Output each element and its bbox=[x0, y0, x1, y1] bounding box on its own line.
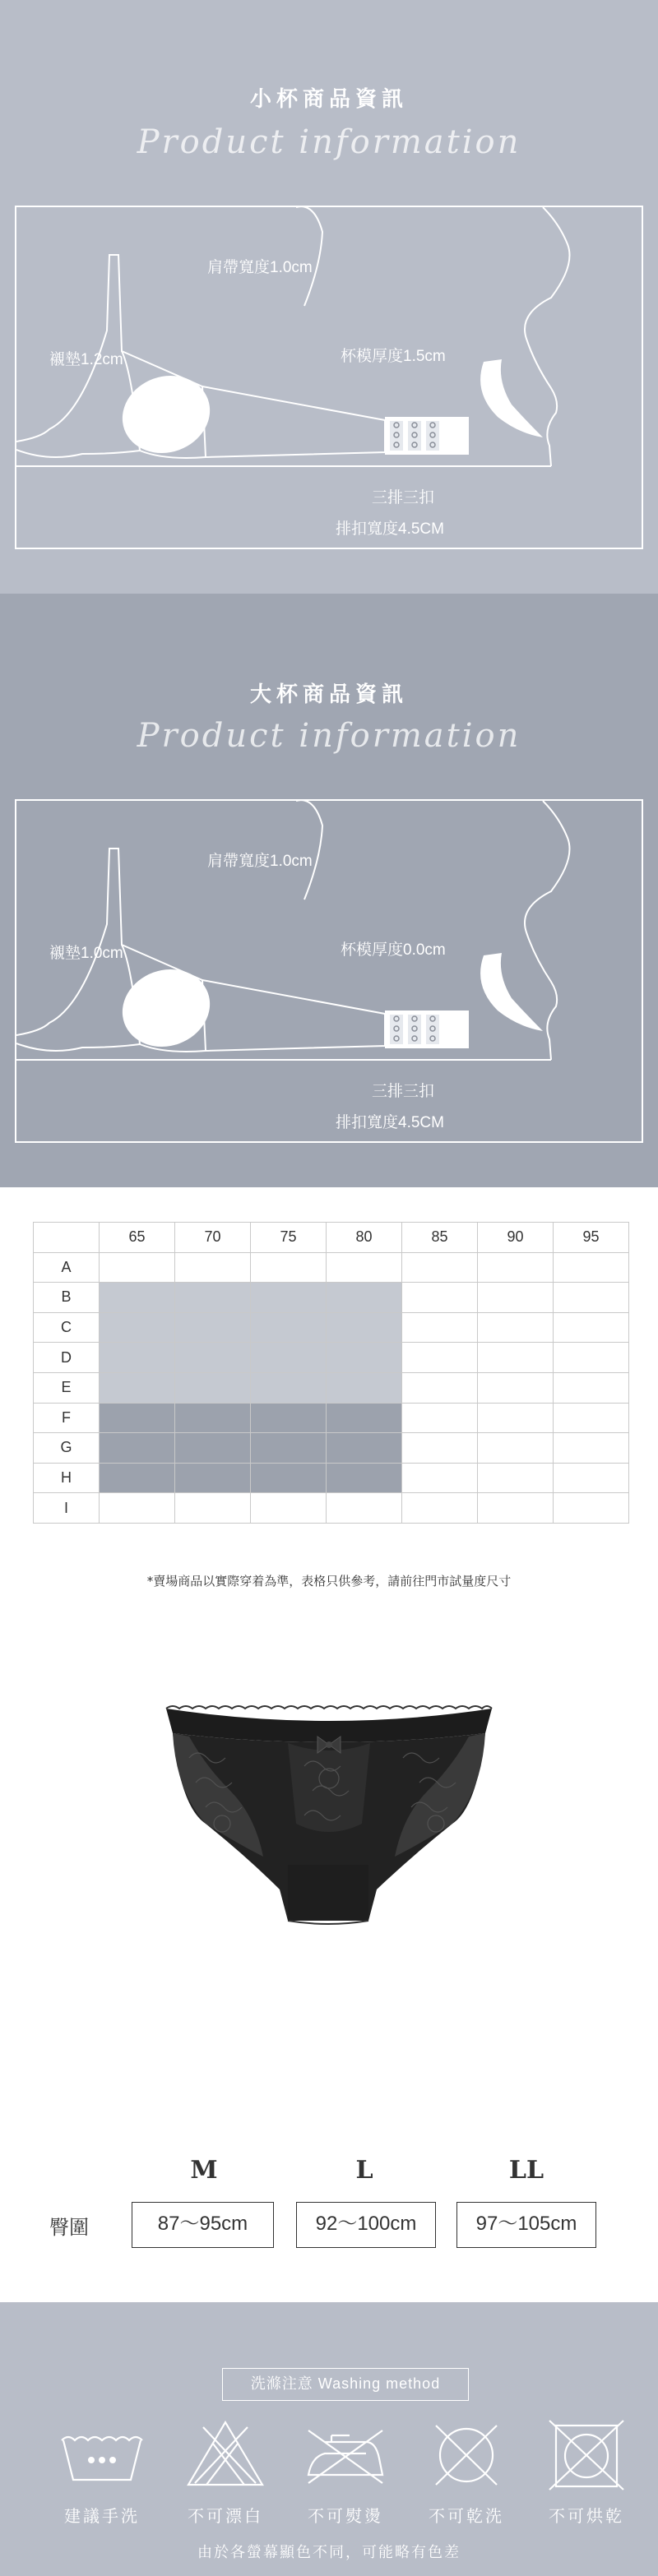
table-cell-large-cup bbox=[175, 1463, 251, 1493]
washing-section bbox=[0, 2302, 658, 2576]
table-cell bbox=[554, 1403, 629, 1433]
pad-label: 襯墊1.0cm bbox=[49, 945, 123, 962]
wash-label: 不可漂白 bbox=[188, 2506, 263, 2526]
table-cell-small-cup bbox=[251, 1312, 327, 1343]
table-cell bbox=[402, 1343, 478, 1373]
no-bleach-icon bbox=[180, 2417, 271, 2491]
table-cell bbox=[478, 1433, 554, 1464]
hip-value-m: 87～95cm bbox=[132, 2202, 274, 2248]
table-cell bbox=[100, 1252, 175, 1283]
no-iron-icon bbox=[300, 2417, 391, 2491]
size-heading-ll: LL bbox=[508, 2156, 544, 2185]
size-heading-l: L bbox=[355, 2156, 373, 2185]
table-cell bbox=[478, 1283, 554, 1313]
row-header: G bbox=[34, 1433, 100, 1464]
lace-panty-image bbox=[156, 1700, 502, 1931]
bra-diagram bbox=[16, 801, 645, 1145]
table-cell-small-cup bbox=[327, 1283, 402, 1313]
column-header: 90 bbox=[478, 1223, 554, 1253]
table-row bbox=[34, 1493, 629, 1524]
table-cell bbox=[554, 1433, 629, 1464]
table-cell bbox=[251, 1252, 327, 1283]
table-row bbox=[34, 1252, 629, 1283]
table-cell-large-cup bbox=[100, 1433, 175, 1464]
table-cell-small-cup bbox=[251, 1343, 327, 1373]
table-cell-small-cup bbox=[100, 1283, 175, 1313]
column-header: 65 bbox=[100, 1223, 175, 1253]
table-cell bbox=[478, 1343, 554, 1373]
hook-width-label: 排扣寬度4.5CM bbox=[336, 520, 444, 538]
table-cell-large-cup bbox=[327, 1403, 402, 1433]
column-header: 95 bbox=[554, 1223, 629, 1253]
column-header: 85 bbox=[402, 1223, 478, 1253]
table-cell-large-cup bbox=[251, 1403, 327, 1433]
table-cell-small-cup bbox=[175, 1283, 251, 1313]
table-cell bbox=[478, 1372, 554, 1403]
row-header: C bbox=[34, 1312, 100, 1343]
table-cell bbox=[327, 1252, 402, 1283]
large-cup-script: Product information bbox=[137, 717, 521, 755]
no-dry-clean-icon bbox=[421, 2417, 512, 2491]
table-cell-small-cup bbox=[251, 1372, 327, 1403]
table-row bbox=[34, 1343, 629, 1373]
table-cell bbox=[554, 1283, 629, 1313]
table-cell bbox=[478, 1312, 554, 1343]
table-cell-large-cup bbox=[327, 1433, 402, 1464]
size-table bbox=[33, 1222, 629, 1524]
hip-value-l: 92～100cm bbox=[296, 2202, 436, 2248]
table-cell bbox=[402, 1252, 478, 1283]
no-tumble-dry-icon bbox=[541, 2417, 632, 2491]
size-table-section bbox=[0, 1187, 658, 1648]
table-cell-small-cup bbox=[327, 1343, 402, 1373]
small-cup-title: 小杯商品資訊 bbox=[249, 87, 408, 112]
table-row bbox=[34, 1283, 629, 1313]
table-cell bbox=[402, 1403, 478, 1433]
table-cell bbox=[251, 1493, 327, 1524]
bra-diagram bbox=[16, 207, 645, 551]
size-heading-m: M bbox=[190, 2156, 218, 2185]
table-cell bbox=[554, 1252, 629, 1283]
row-header: I bbox=[34, 1493, 100, 1524]
small-cup-section bbox=[0, 0, 658, 594]
table-cell-large-cup bbox=[251, 1433, 327, 1464]
wash-item-no-dry-clean bbox=[409, 2417, 524, 2527]
washing-title: 洗滌注意 Washing method bbox=[222, 2368, 469, 2401]
table-cell bbox=[402, 1493, 478, 1524]
table-cell bbox=[554, 1312, 629, 1343]
table-cell bbox=[175, 1252, 251, 1283]
row-header: E bbox=[34, 1372, 100, 1403]
table-cell-large-cup bbox=[251, 1463, 327, 1493]
table-cell bbox=[478, 1463, 554, 1493]
wash-item-no-bleach bbox=[168, 2417, 283, 2527]
column-header: 75 bbox=[251, 1223, 327, 1253]
table-cell bbox=[175, 1493, 251, 1524]
table-cell-large-cup bbox=[327, 1463, 402, 1493]
table-cell-small-cup bbox=[100, 1372, 175, 1403]
hook-width-label: 排扣寬度4.5CM bbox=[336, 1114, 444, 1131]
table-cell bbox=[478, 1403, 554, 1433]
color-disclaimer: 由於各螢幕顯色不同，可能略有色差 bbox=[197, 2544, 461, 2561]
hooks-label: 三排三扣 bbox=[372, 489, 435, 506]
table-cell-large-cup bbox=[175, 1403, 251, 1433]
row-header: F bbox=[34, 1403, 100, 1433]
table-cell-large-cup bbox=[100, 1403, 175, 1433]
small-cup-diagram-frame bbox=[15, 206, 643, 549]
cup-thickness-label: 杯模厚度0.0cm bbox=[341, 941, 446, 959]
table-cell bbox=[554, 1463, 629, 1493]
table-header-row bbox=[34, 1223, 629, 1253]
table-row bbox=[34, 1312, 629, 1343]
table-cell-small-cup bbox=[327, 1312, 402, 1343]
large-cup-title: 大杯商品資訊 bbox=[249, 682, 408, 707]
table-cell-large-cup bbox=[175, 1433, 251, 1464]
table-cell-large-cup bbox=[100, 1463, 175, 1493]
wash-label: 不可熨燙 bbox=[308, 2506, 383, 2526]
large-cup-diagram-frame bbox=[15, 799, 643, 1143]
hooks-label: 三排三扣 bbox=[372, 1083, 435, 1100]
size-table-note: *賣場商品以實際穿着為準，表格只供參考，請前往門市試量度尺寸 bbox=[146, 1574, 512, 1589]
small-cup-script: Product information bbox=[137, 123, 521, 161]
table-cell-small-cup bbox=[100, 1343, 175, 1373]
table-cell bbox=[554, 1372, 629, 1403]
wash-label: 建議手洗 bbox=[64, 2506, 140, 2526]
hip-label: 臀圍 bbox=[49, 2216, 89, 2239]
table-row bbox=[34, 1433, 629, 1464]
row-header: D bbox=[34, 1343, 100, 1373]
table-cell bbox=[327, 1493, 402, 1524]
pad-label: 襯墊1.2cm bbox=[49, 351, 123, 368]
table-row bbox=[34, 1372, 629, 1403]
table-cell bbox=[100, 1493, 175, 1524]
table-cell-small-cup bbox=[251, 1283, 327, 1313]
hand-wash-icon bbox=[57, 2417, 147, 2491]
table-row bbox=[34, 1463, 629, 1493]
row-header: A bbox=[34, 1252, 100, 1283]
strap-width-label: 肩帶寬度1.0cm bbox=[207, 853, 313, 870]
table-cell-small-cup bbox=[327, 1372, 402, 1403]
hip-value-ll: 97～105cm bbox=[456, 2202, 596, 2248]
table-corner bbox=[34, 1223, 100, 1253]
table-cell-small-cup bbox=[175, 1312, 251, 1343]
wash-item-hand-wash bbox=[44, 2417, 160, 2527]
wash-item-no-iron bbox=[288, 2417, 403, 2527]
row-header: H bbox=[34, 1463, 100, 1493]
table-cell bbox=[478, 1252, 554, 1283]
panty-section bbox=[0, 1648, 658, 2302]
table-row bbox=[34, 1403, 629, 1433]
column-header: 70 bbox=[175, 1223, 251, 1253]
table-cell bbox=[554, 1493, 629, 1524]
strap-width-label: 肩帶寬度1.0cm bbox=[207, 259, 313, 276]
table-cell-small-cup bbox=[175, 1372, 251, 1403]
table-cell bbox=[554, 1343, 629, 1373]
table-cell bbox=[402, 1312, 478, 1343]
large-cup-section bbox=[0, 594, 658, 1187]
table-cell-small-cup bbox=[100, 1312, 175, 1343]
table-cell bbox=[402, 1372, 478, 1403]
wash-item-no-tumble-dry bbox=[529, 2417, 644, 2527]
table-cell bbox=[478, 1493, 554, 1524]
table-cell bbox=[402, 1283, 478, 1313]
wash-label: 不可烘乾 bbox=[549, 2506, 624, 2526]
table-cell-small-cup bbox=[175, 1343, 251, 1373]
wash-label: 不可乾洗 bbox=[429, 2506, 504, 2526]
row-header: B bbox=[34, 1283, 100, 1313]
cup-thickness-label: 杯模厚度1.5cm bbox=[341, 348, 446, 365]
table-cell bbox=[402, 1463, 478, 1493]
table-cell bbox=[402, 1433, 478, 1464]
column-header: 80 bbox=[327, 1223, 402, 1253]
